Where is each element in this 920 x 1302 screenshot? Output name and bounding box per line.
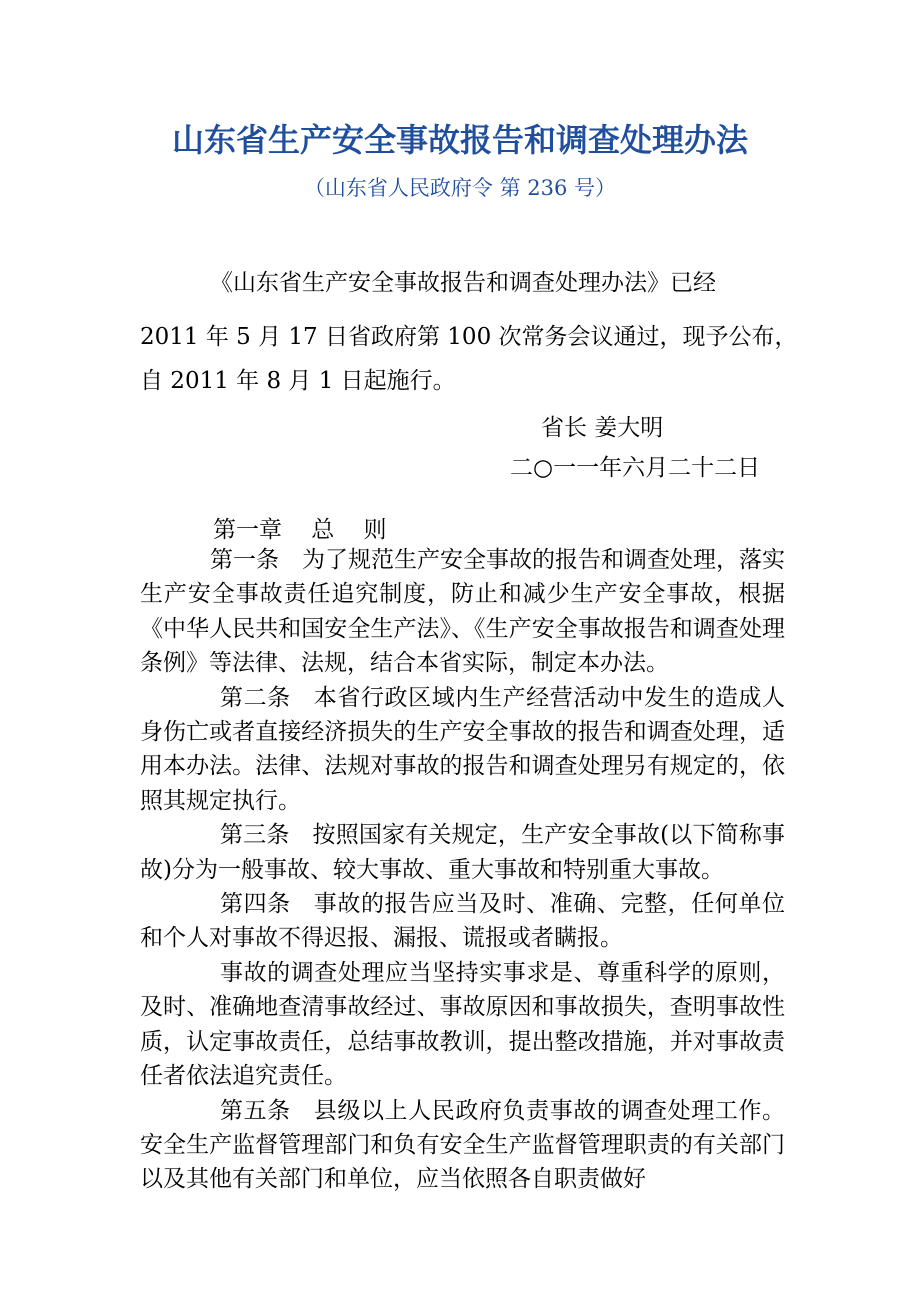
article-number: 第一条 [210, 547, 279, 573]
article-text: 事故的报告应当及时、准确、完整，任何单位和个人对事故不得迟报、漏报、谎报或者瞒报。 [140, 891, 786, 952]
signer: 省长 姜大明 [541, 415, 664, 441]
article-text: 县级以上人民政府负责事故的调查处理工作。安全生产监督管理部门和负有安全生产监督管理职责的有关部门以及其他有关部门和单位，应当依照各自职责做好 [140, 1097, 786, 1193]
decree-line-3: 自 2011 年 8 月 1 日起施行。 [140, 368, 456, 394]
article-paragraph [140, 681, 785, 819]
article-paragraph [140, 956, 785, 1094]
article-number: 第二条 [220, 684, 291, 711]
article-text: 为了规范生产安全事故的报告和调查处理，落实生产安全事故责任追究制度，防止和减少生产安全事故，根据《中华人民共和国安全生产法》、《生产安全事故报告和调查处理条例》等法律、法规，结合本省实际，制定本办法。 [140, 547, 785, 677]
decree-line-1: 《山东省生产安全事故报告和调查处理办法》已经 [210, 270, 716, 296]
article-text: 本省行政区域内生产经营活动中发生的造成人身伤亡或者直接经济损失的生产安全事故的报告和调查处理，适用本办法。法律、法规对事故的报告和调查处理另有规定的，依照其规定执行。 [140, 684, 786, 814]
articles-body [140, 543, 785, 1197]
article-paragraph [140, 887, 785, 956]
signing-date: 二○一一年六月二十二日 [510, 455, 761, 481]
decree-line-2: 2011 年 5 月 17 日省政府第 100 次常务会议通过，现予公布， [140, 324, 798, 350]
document-subtitle: （山东省人民政府令 第 236 号） [303, 176, 617, 200]
document-title: 山东省生产安全事故报告和调查处理办法 [171, 121, 748, 159]
article-paragraph [140, 543, 785, 681]
article-text: 事故的调查处理应当坚持实事求是、尊重科学的原则，及时、准确地查清事故经过、事故原因和事故损失，查明事故性质，认定事故责任，总结事故教训，提出整改措施，并对事故责任者依法追究责任。 [140, 959, 785, 1090]
article-number: 第三条 [220, 822, 290, 849]
chapter-heading: 第一章 总 则 [213, 517, 387, 543]
article-paragraph [140, 1094, 785, 1197]
article-text: 按照国家有关规定，生产安全事故(以下简称事故)分为一般事故、较大事故、重大事故和特别重大事故。 [140, 822, 785, 883]
article-number: 第四条 [220, 891, 291, 918]
article-paragraph [140, 818, 785, 887]
article-number: 第五条 [220, 1097, 291, 1124]
